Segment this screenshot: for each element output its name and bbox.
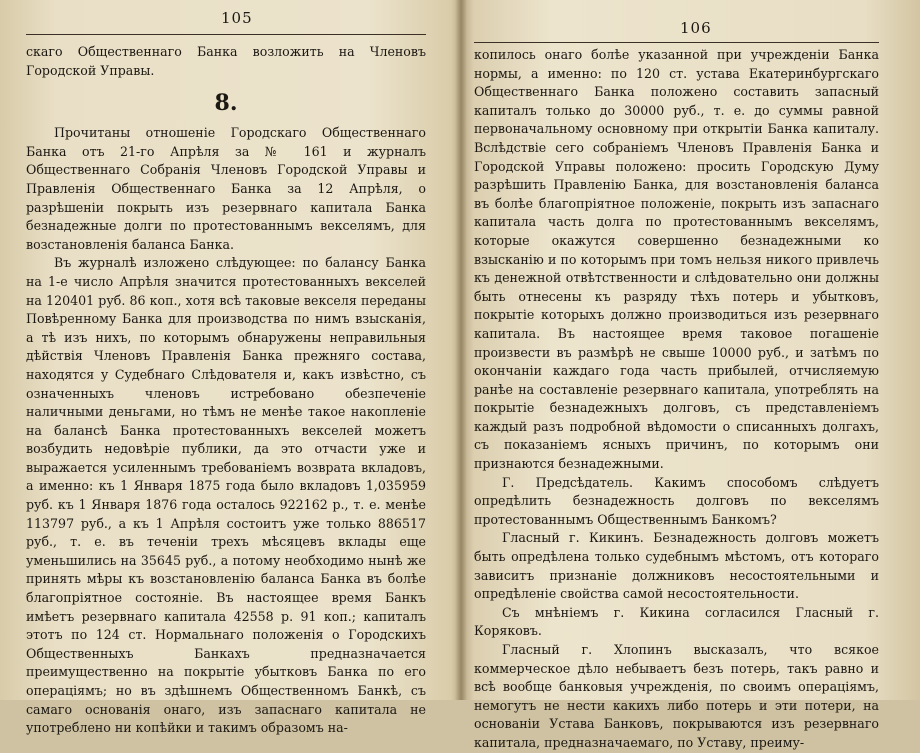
- page-text: [474, 46, 879, 753]
- header-rule: [474, 42, 879, 43]
- left-page: [26, 0, 426, 736]
- page-text: [26, 43, 426, 738]
- paragraph: Гласный г. Кикинъ. Безнадежность долговъ можетъ быть опредѣлена только судебнымъ мѣстомъ, отъ котораго зависитъ признанiе должниковъ несостоятельными и опредѣленiе свойства самой несостоятельности.: [474, 530, 879, 602]
- right-page: [474, 0, 879, 750]
- header-rule: [26, 34, 426, 35]
- paragraph: Прочитаны отношенiе Городскаго Общественнаго Банка отъ 21-го Апрѣля за № 161 и журналъ Общественнаго Собранiя Членовъ Городской Управы и Правленiя Общественнаго Банка за 12 Апрѣля, о разрѣшенiи покрыть изъ резервнаго капитала Банка безнадежные долги по протестованнымъ векселямъ, для возстановленiя баланса Банка.: [26, 125, 426, 252]
- page-number: 105: [221, 9, 253, 27]
- continuation-paragraph: скаго Общественнаго Банка возложить на Членовъ Городской Управы.: [26, 44, 426, 78]
- paragraph: Въ журналѣ изложено слѣдующее: по балансу Банка на 1-е число Апрѣля значится протестованныхъ векселей на 120401 руб. 86 коп., хотя всѣ таковые векселя переданы Повѣренному Банка для производства по нимъ взысканiя, а тѣ изъ нихъ, по которымъ обнаружены неправильныя дѣйствiя Членовъ Правленiя Банка прежняго состава, находятся у Судебнаго Слѣдователя и, какъ извѣстно, съ означенныхъ членовъ истребовано обезпеченiе наличными деньгами, но тѣмъ не менѣе такое накопленiе на балансѣ Банка протестованныхъ векселей можетъ возбудить недовѣрiе публики, да это отчасти уже и выражается усиленнымъ требованiемъ возврата вкладовъ, а именно: къ 1 Января 1875 года было вкладовъ 1,035959 руб. къ 1 Января 1876 года осталось 922162 р., т. е. менѣе 113797 руб., а къ 1 Апрѣля состоитъ уже только 886517 руб., т. е. въ теченiи трехъ мѣсяцевъ вклады еще уменьшились на 35645 руб., а потому необходимо нынѣ же принять мѣры къ возстановленiю баланса Банка въ болѣе благопрiятное состоянiе. Въ настоящее время Банкъ имѣетъ резервнаго капитала 42558 р. 91 коп.; капиталъ этотъ по 124 ст. Нормальнаго положенiя о Городскихъ Общественныхъ Банкахъ предназначается преимущественно на покрытiе убытковъ Банка по его операцiямъ; но въ здѣшнемъ Общественномъ Банкѣ, съ самаго основанiя онаго, изъ запаснаго капитала не употреблено ни копѣйки и такимъ образомъ на-: [26, 255, 426, 736]
- paragraph: Гласный г. Хлопинъ высказалъ, что всякое коммерческое дѣло небываетъ безъ потерь, такъ равно и всѣ вообще банковыя учрежденiя, по своимъ операцiямъ, немогутъ не нести какихъ либо потерь и эти потери, на основанiи Устава Банковъ, покрываются изъ резервнаго капитала, предназначаемаго, по Уставу, преиму-: [474, 642, 879, 750]
- paragraph: Г. Предсѣдатель. Какимъ способомъ слѣдуетъ опредѣлить безнадежность долговъ по векселямъ протестованнымъ Общественнымъ Банкомъ?: [474, 474, 879, 527]
- section-number: 8.: [214, 90, 238, 117]
- paragraph: Съ мнѣнiемъ г. Кикина согласился Гласный г. Коряковъ.: [474, 604, 879, 639]
- paragraph: копилось онаго болѣе указанной при учрежденiи Банка нормы, а именно: по 120 ст. устава Екатеринбургскаго Общественнаго Банка положено составить запасный капиталъ только до 30000 руб., т. е. до суммы равной первоначальному основному при открытiи Банка капиталу. Вслѣдствiе сего собранiемъ Членовъ Правленiя Банка и Городской Управы положено: просить Городскую Думу разрѣшить Правленiю Банка, для возстановленiя баланса въ болѣе благопрiятное положенiе, покрыть изъ запаснаго капитала часть долга по протестованнымъ векселямъ, которые окажутся совершенно безнадежными ко взысканiю и по которымъ при томъ нельзя никого привлечь къ денежной отвѣтственности и слѣдовательно они должны быть отнесены къ разряду тѣхъ потерь и убытковъ, покрытiе которыхъ должно производиться изъ резервнаго капитала. Въ настоящее время таковое погашенiе произвести въ размѣрѣ не свыше 10000 руб., и затѣмъ по окончанiи каждаго года часть прибылей, отчисляемую ранѣе на составленiе резервнаго капитала, употреблять на покрытiе безнадежныхъ долговъ, съ представленiемъ каждый разъ подробной вѣдомости о списанныхъ долгахъ, съ показанiемъ ясныхъ причинъ, по которымъ они признаются безнадежными.: [474, 47, 879, 472]
- page-number: 106: [680, 19, 712, 37]
- book-gutter: [455, 0, 467, 700]
